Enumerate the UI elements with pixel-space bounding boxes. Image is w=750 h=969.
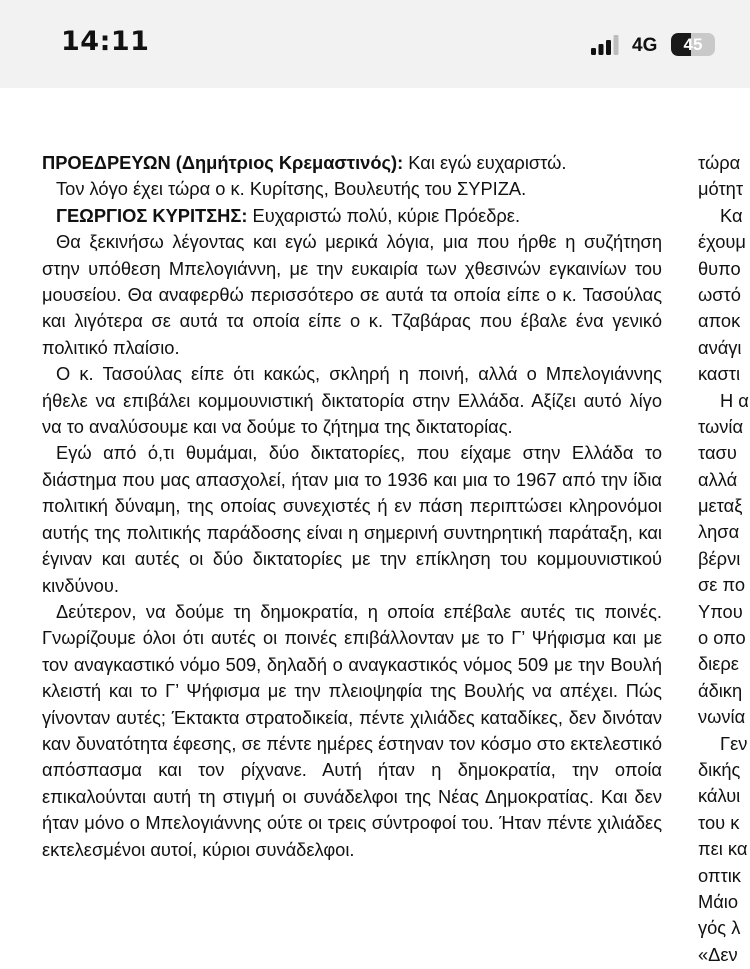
paragraph-6: Εγώ από ό,τι θυμάμαι, δύο δικτατορίες, που είχαμε στην Ελλάδα το διάστημα που μας απασχολεί, ήταν μια το 1936 και μια το 1967 από την ίδια πολιτική δύναμη, της οποίας συνεχιστές ή εν πάση περιπτώσει κληρονόμοι αυτής της πολιτικής παράδοσης είναι η σημερινή συντηρητική παράταξη, και έγιναν και αυτές οι δύο δικτατορίες με την επίκληση του κομμουνιστικού κινδύνου. [42, 442, 662, 596]
right-column-line: τασυ [698, 442, 737, 464]
battery-icon [671, 33, 715, 56]
right-column-line: έχουμ [698, 231, 746, 253]
right-column-line: λησα [698, 521, 740, 543]
paragraph-7: Δεύτερον, να δούμε τη δημοκρατία, η οποία επέβαλε αυτές τις ποινές. Γνωρίζουμε όλοι ότι αυτές οι ποινές επιβάλλονταν με το Γ’ Ψήφισμα και με τον αναγκαστικό νόμο 509, δηλαδή ο αναγκαστικός νόμος 509 με την Βουλή κλειστή και το Γ’ Ψήφισμα με την πλειοψηφία της Βουλής να απέχει. Πώς γίνονταν αυτές; Έκτακτα στρατοδικεία, πέντε χιλιάδες καταδίκες, δεν δινόταν καν δυνατότητα έφεσης, σε πέντε ημέρες έστηναν τον κόσμο στο εκτελεστικό απόσπασμα και τον ρίχνανε. Αυτή ήταν η δημοκρατία, την οποία επικαλούνται αυτή τη στιγμή οι συνάδελφοι της Νέας Δημοκρατίας. Και δεν ήταν μόνο ο Μπελογιάννης ούτε οι τρεις σύντροφοί του. Ήταν πέντε χιλιάδες εκτελεσμένοι αυτοί, κύριοι συνάδελφοι. [42, 600, 662, 860]
right-column-line: του κ [698, 811, 740, 833]
right-column-line: Κα [720, 204, 743, 226]
right-column-line: μότητ [698, 178, 744, 200]
right-column-line: «Δεν [698, 943, 738, 965]
paragraph-5: Ο κ. Τασούλας είπε ότι κακώς, σκληρή η ποινή, αλλά ο Μπελογιάννης ήθελε να επιβάλει κομμουνιστική δικτατορία στην Ελλάδα. Αξίζει αυτό λίγο να το αναλύσουμε και να δούμε το ζήτημα της δικτατορίας. [42, 363, 662, 438]
right-column-line: κάλυι [698, 785, 741, 807]
right-column-line: Η α [720, 389, 749, 411]
right-column-line: άδικη [698, 679, 743, 701]
right-column-line: Μάιο [698, 890, 739, 912]
status-bar [0, 0, 750, 88]
right-column-cropped [698, 150, 750, 968]
right-column-line: διερε [698, 653, 739, 675]
right-column-line: ο οπο [698, 627, 746, 649]
right-column-line: μεταξ [698, 495, 743, 517]
right-column-line: αλλά [698, 468, 738, 490]
battery-level: 45 [683, 35, 703, 54]
right-column-line: οπτικ [698, 864, 741, 886]
signal-bars-icon [591, 35, 621, 55]
paragraph-4: Θα ξεκινήσω λέγοντας και εγώ μερικά λόγια, μια που ήρθε η συζήτηση στην υπόθεση Μπελογιάννη, με την ευκαιρία των χθεσινών εγκαινίων του μουσείου. Θα αναφερθώ περισσότερο σε αυτά τα οποία είπε ο κ. Τασούλας και λιγότερα σε αυτά τα οποία είπε ο κ. Τζαβάρας που έβαλε ένα γενικό πολιτικό πλαίσιο. [42, 231, 662, 358]
right-column-line: ανάγι [698, 336, 742, 358]
speaker-name: ΓΕΩΡΓΙΟΣ ΚΥΡΙΤΣΗΣ: [56, 204, 248, 226]
right-column-line: βέρνι [698, 547, 741, 569]
paragraph-2: Τον λόγο έχει τώρα ο κ. Κυρίτσης, Βουλευτής του ΣΥΡΙΖΑ. [56, 178, 527, 200]
right-column-line: γός λ [698, 917, 741, 939]
right-column-line: καστι [698, 363, 741, 385]
right-column-line: τώρα [698, 152, 741, 173]
paragraph-1 [42, 150, 662, 176]
document-page [0, 88, 750, 969]
main-text-column [42, 150, 662, 863]
right-column-line: Υπου [698, 600, 743, 622]
right-column-line: ωστό [698, 283, 741, 305]
right-column-line: τωνία [698, 415, 744, 437]
paragraph-3 [42, 203, 662, 229]
right-column-line: Γεν [720, 732, 748, 754]
right-column-line: αποκ [698, 310, 741, 332]
right-column-line: θυπο [698, 257, 741, 279]
right-column-line: νωνία [698, 706, 746, 728]
right-column-line: πει κα [698, 838, 748, 860]
status-time: 14:11 [61, 26, 150, 57]
right-column-line: σε πο [698, 574, 746, 596]
right-column-line: δικής [698, 758, 741, 780]
network-type: 4G [632, 35, 658, 56]
paragraph-text: Και εγώ ευχαριστώ. [403, 152, 567, 173]
paragraph-text: Ευχαριστώ πολύ, κύριε Πρόεδρε. [247, 204, 521, 226]
speaker-name: ΠΡΟΕΔΡΕΥΩΝ (Δημήτριος Κρεμαστινός): [42, 152, 404, 173]
